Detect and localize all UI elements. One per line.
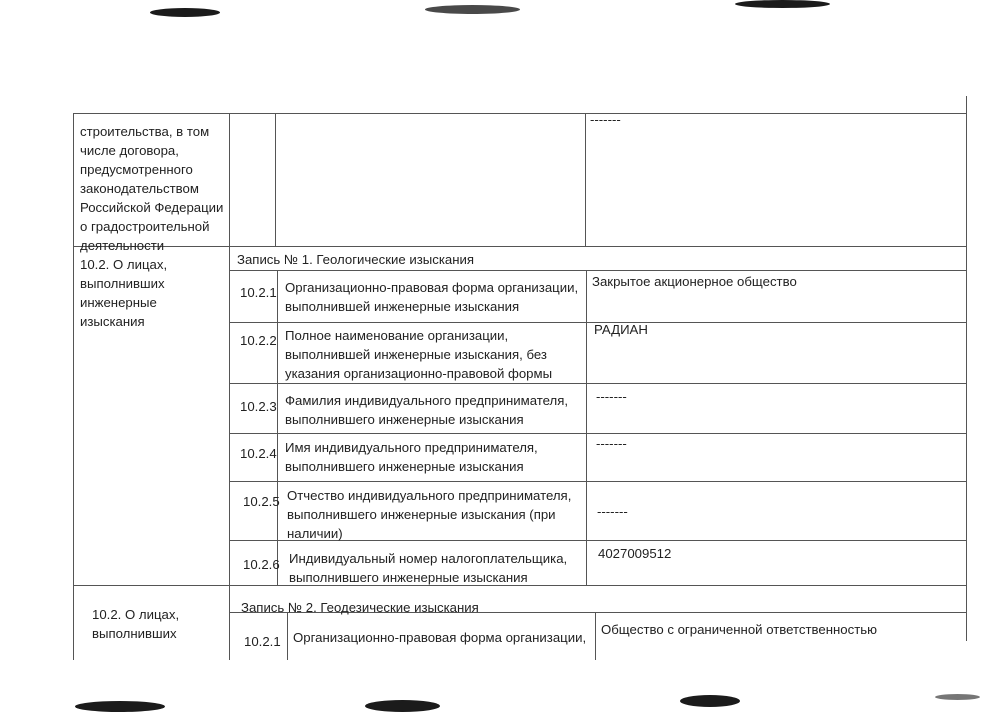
- scan-smudge: [75, 701, 165, 712]
- section2-left-text: 10.2. О лицах, выполнивших: [92, 607, 180, 641]
- s1-row1-num: 10.2.1: [240, 285, 277, 300]
- s1-row3-label: Фамилия индивидуального предпринимателя, выполнившего инженерные изыскания: [285, 393, 569, 427]
- s1-row4-label: Имя индивидуального предпринимателя, выполнившего инженерные изыскания: [285, 440, 538, 474]
- col-line: [585, 114, 586, 246]
- scan-smudge: [680, 695, 740, 707]
- col-line: [287, 612, 288, 660]
- scan-smudge: [935, 694, 980, 700]
- s1-row1-value: Закрытое акционерное общество: [592, 274, 797, 289]
- s1-row1-label: Организационно-правовая форма организации, выполнившей инженерные изыскания: [285, 280, 579, 314]
- s1-row5-num: 10.2.5: [243, 494, 280, 509]
- col-line: [277, 270, 278, 585]
- col-line: [275, 114, 276, 246]
- table-border-top: [73, 113, 966, 114]
- s1-row3-num: 10.2.3: [240, 399, 277, 414]
- row-line: [230, 383, 966, 384]
- col-line: [595, 612, 596, 660]
- s1-row2-value: РАДИАН: [594, 322, 648, 337]
- table-border-left: [73, 114, 74, 660]
- top-row-left-text: строительства, в том числе договора, предусмотренного законодательством Российской Федерации о градостроительной деятельности: [80, 124, 224, 253]
- s2-row1-label: Организационно-правовая форма организации,: [293, 630, 587, 645]
- s1-row6-num: 10.2.6: [243, 557, 280, 572]
- row-line: [230, 270, 966, 271]
- scan-smudge: [425, 5, 520, 14]
- s1-row4-value: -------: [596, 436, 627, 451]
- s2-row1-num: 10.2.1: [244, 634, 281, 649]
- scan-smudge: [150, 8, 220, 17]
- table-border-right: [966, 96, 967, 641]
- s1-row2-label: Полное наименование организации, выполнившей инженерные изыскания, без указания организационно-правовой формы: [285, 328, 553, 381]
- s1-row6-value: 4027009512: [598, 546, 672, 561]
- s1-row6-label: Индивидуальный номер налогоплательщика, выполнившего инженерные изыскания: [289, 551, 568, 585]
- s2-row1-value: Общество с ограниченной ответственностью: [601, 622, 878, 637]
- top-row-value: -------: [590, 112, 621, 127]
- scan-smudge: [735, 0, 830, 8]
- s1-row3-value: -------: [596, 389, 627, 404]
- s1-row4-num: 10.2.4: [240, 446, 277, 461]
- s1-row5-label: Отчество индивидуального предпринимателя, выполнившего инженерные изыскания (при наличии): [287, 488, 572, 541]
- row-line: [230, 481, 966, 482]
- section2-header: Запись № 2. Геодезические изыскания: [241, 600, 479, 615]
- section1-header: Запись № 1. Геологические изыскания: [237, 252, 475, 267]
- scan-smudge: [365, 700, 440, 712]
- s1-row2-num: 10.2.2: [240, 333, 277, 348]
- section1-left-text: 10.2. О лицах, выполнивших инженерные изыскания: [80, 257, 168, 329]
- s1-row5-value: -------: [597, 504, 628, 519]
- col-line: [229, 114, 230, 660]
